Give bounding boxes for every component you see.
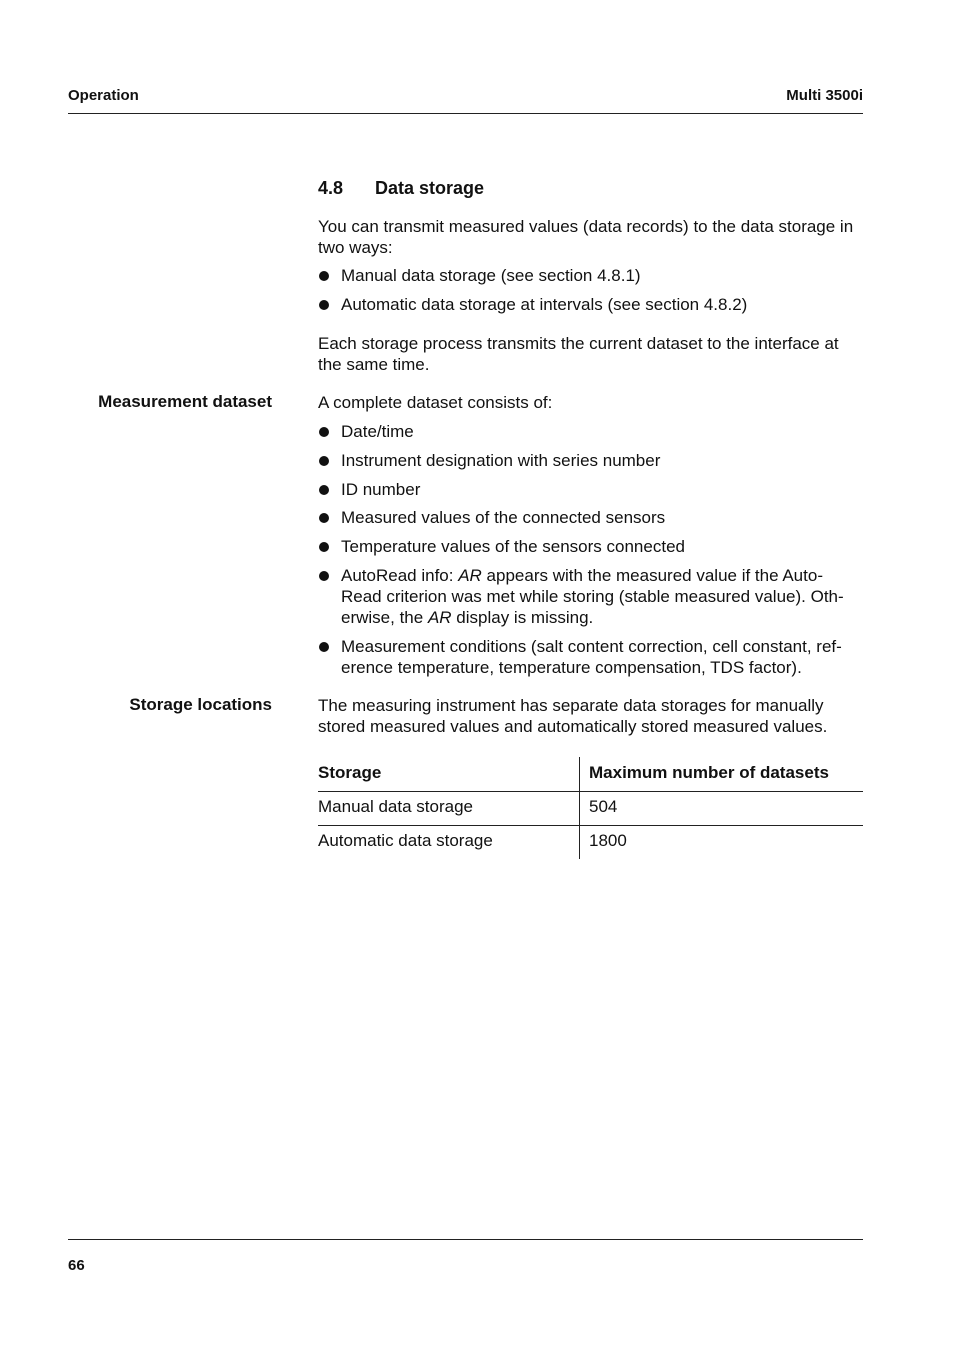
side-heading-storage-locations: Storage locations xyxy=(129,695,272,714)
bullet-icon xyxy=(319,485,329,495)
list-item-text: Date/time xyxy=(341,422,414,441)
list-item-text: Manual data storage (see section 4.8.1) xyxy=(341,266,641,285)
section-intro: You can transmit measured values (data records) to the data storage in two ways: xyxy=(318,217,854,257)
list-item-text: ID number xyxy=(341,480,421,499)
list-item xyxy=(318,507,863,528)
autoread-middle: appears with the measured value if the Auto-Read criterion was met while storing (stable measured value). Oth-erwise, the xyxy=(341,566,844,627)
table-row-rule xyxy=(318,825,863,826)
bullet-icon xyxy=(319,542,329,552)
table-cell: 504 xyxy=(589,797,618,816)
bullet-icon xyxy=(319,571,329,581)
bullet-icon xyxy=(319,456,329,466)
list-item xyxy=(318,265,863,286)
list-item xyxy=(318,421,863,442)
bullet-icon xyxy=(319,427,329,437)
bullet-icon xyxy=(319,642,329,652)
ar-symbol: AR xyxy=(427,608,452,627)
list-item-text: Measured values of the connected sensors xyxy=(341,508,666,527)
page-number: 66 xyxy=(68,1257,85,1274)
dataset-intro: A complete dataset consists of: xyxy=(318,393,553,412)
list-item-text: Temperature values of the sensors connected xyxy=(341,537,685,556)
section-title: Data storage xyxy=(375,178,485,198)
bullet-icon xyxy=(319,300,329,310)
bullet-icon xyxy=(319,271,329,281)
list-item xyxy=(318,294,863,315)
table-header-rule xyxy=(318,791,863,792)
list-item-text xyxy=(341,565,863,628)
section-note: Each storage process transmits the current dataset to the interface at the same time. xyxy=(318,334,839,374)
list-item xyxy=(318,536,863,557)
section-number: 4.8 xyxy=(318,178,344,198)
table-cell: Manual data storage xyxy=(318,797,473,816)
footer-rule xyxy=(68,1239,863,1240)
list-item xyxy=(318,636,863,678)
header-product-name: Multi 3500i xyxy=(786,87,863,104)
table-header-cell: Maximum number of datasets xyxy=(589,763,829,782)
table-cell: 1800 xyxy=(589,831,627,850)
ar-symbol: AR xyxy=(458,566,482,585)
header-rule xyxy=(68,113,863,114)
header-section-label: Operation xyxy=(68,87,139,104)
list-item-autoread xyxy=(318,565,863,628)
list-item xyxy=(318,479,863,500)
storage-locations-text: The measuring instrument has separate data storages for manually stored measured values and automatically stored measured values. xyxy=(318,696,828,736)
side-heading-measurement-dataset: Measurement dataset xyxy=(98,392,272,411)
autoread-prefix: AutoRead info: xyxy=(341,566,459,585)
list-item-text: Measurement conditions (salt content correction, cell constant, ref-erence temperature, temperature compensation, TDS factor). xyxy=(341,637,842,677)
table-column-divider xyxy=(579,757,580,859)
list-item-text: Automatic data storage at intervals (see section 4.8.2) xyxy=(341,295,748,314)
table-cell: Automatic data storage xyxy=(318,831,493,850)
list-item xyxy=(318,450,863,471)
bullet-icon xyxy=(319,513,329,523)
list-item-text: Instrument designation with series number xyxy=(341,451,661,470)
autoread-suffix: display is missing. xyxy=(451,608,594,627)
table-header-cell: Storage xyxy=(318,763,382,782)
